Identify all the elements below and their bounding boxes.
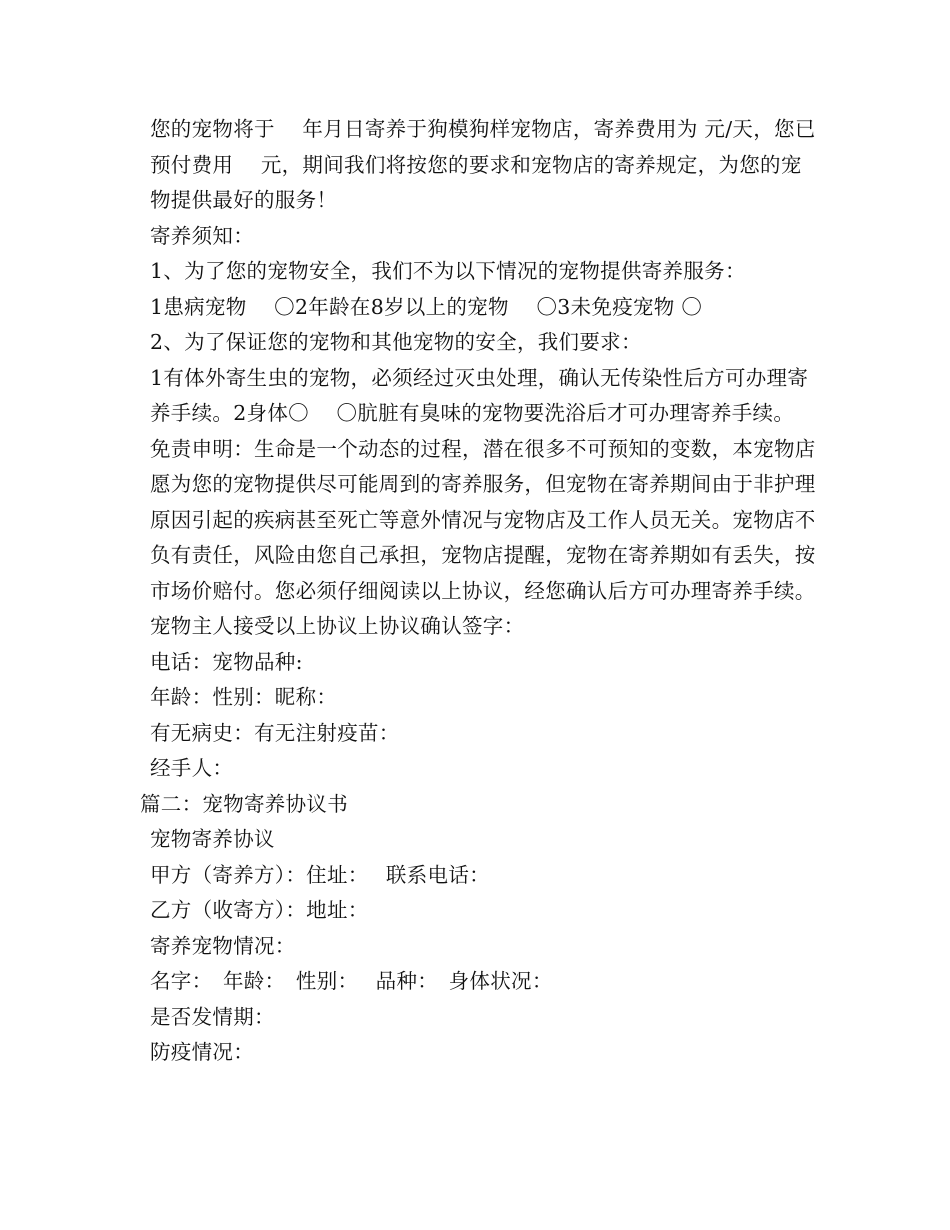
- paragraph-rule-2: 2、为了保证您的宠物和其他宠物的安全，我们要求：: [150, 330, 642, 354]
- paragraph-disclaimer: 免责申明：生命是一个动态的过程，潜在很多不可预知的变数，本宠物店愿为您的宠物提供尽可能周到的寄养服务，但宠物在寄养期间由于非护理原因引起的疾病甚至死亡等意外情况与宠物店及工作人员无关。宠物店不负有责任，风险由您自己承担，宠物店提醒，宠物在寄养期如有丢失，按市场价赔付。您必须仔细阅读以上协议，经您确认后方可办理寄养手续。 宠物主人接受以上协议上协议确认签字：: [150, 436, 823, 638]
- agreement-title: 宠物寄养协议: [150, 827, 275, 851]
- paragraph-boarding-rules-heading: 寄养须知：: [150, 223, 254, 248]
- pet-info-heading: 寄养宠物情况：: [150, 933, 296, 958]
- paragraph-rule-1: 1、为了您的宠物安全，我们不为以下情况的宠物提供寄养服务：: [150, 259, 746, 283]
- field-line-party-b: 乙方（收寄方）：地址：: [150, 898, 369, 922]
- paragraph-rule-1-items: 1患病宠物 〇2年龄在8岁以上的宠物 〇3未免疫宠物 〇: [150, 294, 703, 319]
- paragraph-rule-2-items: 1有体外寄生虫的宠物，必须经过灭虫处理，确认无传染性后方可办理寄养手续。2身体〇 〇肮脏有臭味的宠物要洗浴后才可办理寄养手续。: [150, 365, 809, 425]
- field-line-vaccination: 防疫情况：: [150, 1040, 254, 1064]
- field-line-handler: 经手人：: [150, 756, 234, 780]
- section-heading-part-two: 篇二：宠物寄养协议书: [140, 791, 348, 816]
- field-line-pet-details: 名字： 年龄： 性别： 品种： 身体状况：: [150, 969, 553, 993]
- paragraph-boarding-notice: 您的宠物将于 年月日寄养于狗模狗样宠物店，寄养费用为 元/天，您已预付费用 元，期间我们将按您的要求和宠物店的寄养规定，为您的宠物提供最好的服务！: [150, 117, 816, 212]
- field-line-history-vaccine: 有无病史：有无注射疫苗：: [150, 720, 400, 745]
- document-body: [140, 112, 823, 1071]
- field-line-age-sex-nickname: 年龄：性别：昵称：: [150, 685, 338, 709]
- field-line-estrus: 是否发情期：: [150, 1004, 275, 1029]
- field-line-party-a: 甲方（寄养方）：住址： 联系电话：: [150, 862, 490, 887]
- field-line-phone-breed: 电话：宠物品种:: [150, 649, 303, 674]
